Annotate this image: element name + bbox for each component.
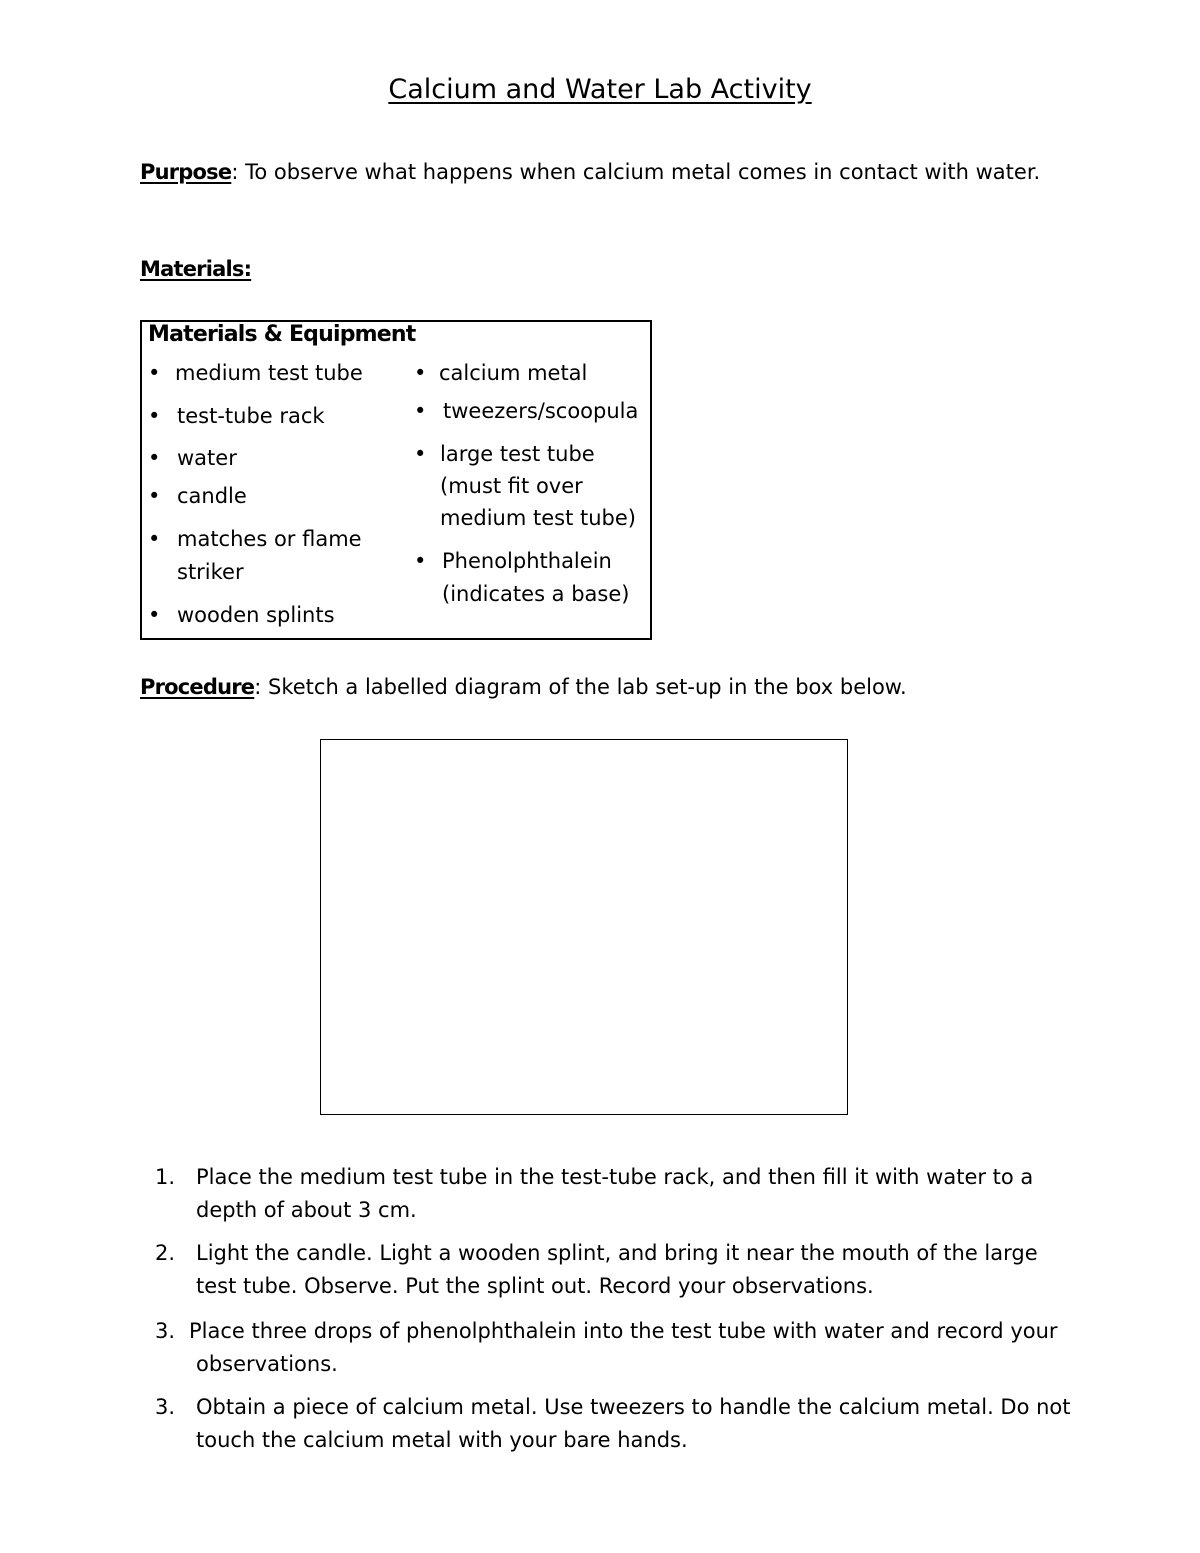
step-number: 1. [155,1165,176,1189]
bullet-icon: • [148,527,161,551]
purpose-line [140,160,1040,184]
procedure-step: 3. Obtain a piece of calcium metal. Use tweezers to handle the calcium metal. Do not touch the calcium metal with your bare hands. [155,1391,1071,1457]
procedure-step: 1. Place the medium test tube in the test-tube rack, and then fill it with water to a depth of about 3 cm. [155,1161,1033,1227]
material-item: • tweezers/scoopula [414,395,638,428]
bullet-icon: • [414,549,427,573]
materials-line [140,257,251,281]
material-item: • test-tube rack [148,400,325,433]
material-item: • large test tube (must fit over medium test tube) [414,438,636,534]
purpose-text: : To observe what happens when calcium metal comes in contact with water. [231,160,1041,184]
bullet-icon: • [148,603,161,627]
material-item: • medium test tube [148,357,363,390]
procedure-text: : Sketch a labelled diagram of the lab set-up in the box below. [254,675,907,699]
materials-table-heading: Materials & Equipment [148,322,416,347]
bullet-icon: • [148,484,161,508]
step-number: 2. [155,1241,176,1265]
material-item: • wooden splints [148,599,335,632]
procedure-step: 3. Place three drops of phenolphthalein into the test tube with water and record your observations. [155,1315,1058,1381]
material-item: • candle [148,480,247,513]
step-number: 3. [155,1395,176,1419]
bullet-icon: • [414,361,427,385]
material-item: • water [148,442,237,475]
bullet-icon: • [414,442,427,466]
bullet-icon: • [148,446,161,470]
materials-label: Materials: [140,257,252,281]
procedure-step: 2. Light the candle. Light a wooden splint, and bring it near the mouth of the large test tube. Observe. Put the splint out. Record your observations. [155,1237,1038,1303]
material-item: • calcium metal [414,357,587,390]
procedure-label: Procedure [140,675,255,699]
material-item: • Phenolphthalein (indicates a base) [414,545,629,611]
bullet-icon: • [148,404,161,428]
step-number: 3. [155,1319,176,1343]
purpose-label: Purpose [140,160,232,184]
bullet-icon: • [414,399,427,423]
bullet-icon: • [148,361,161,385]
page-title: Calcium and Water Lab Activity [388,74,812,105]
material-item: • matches or flame striker [148,523,362,589]
sketch-box[interactable] [320,739,848,1115]
procedure-line [140,675,907,699]
